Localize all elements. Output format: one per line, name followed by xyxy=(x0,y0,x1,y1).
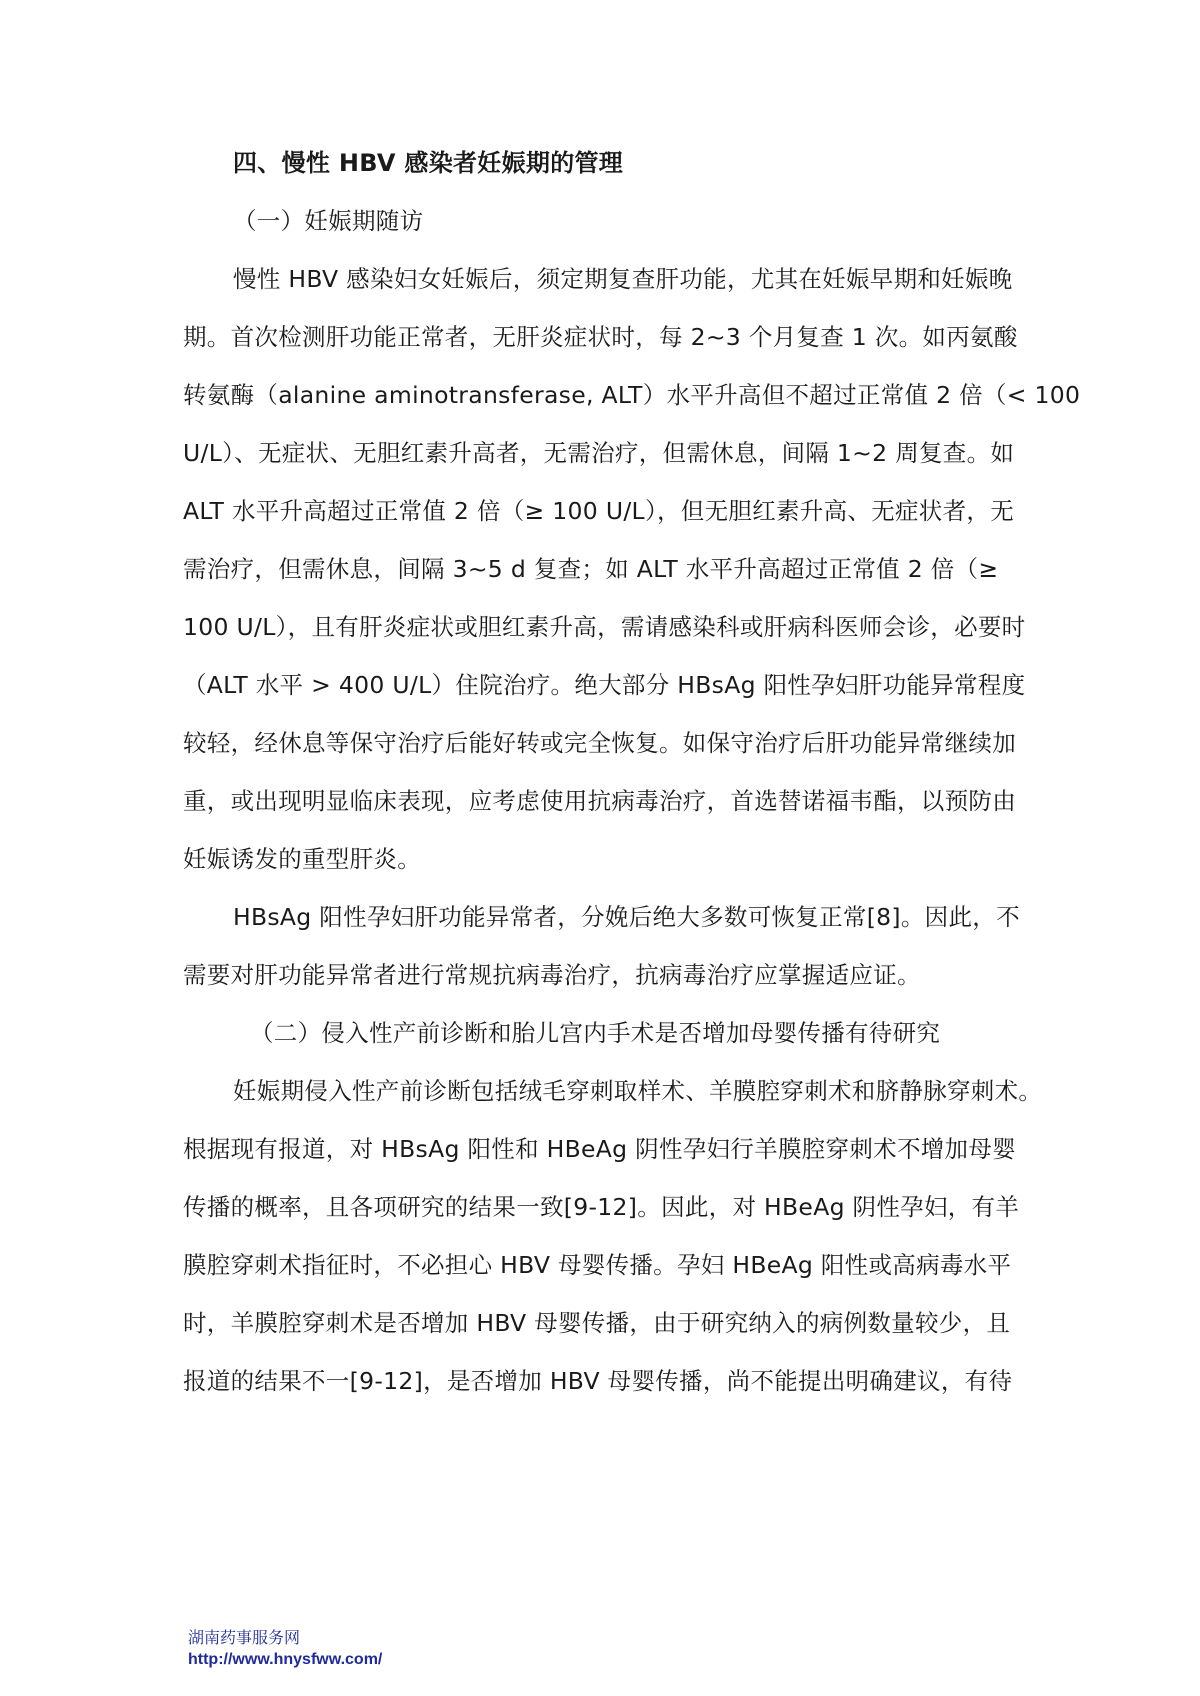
paragraph-3-line-4: 膜腔穿刺术指征时，不必担心 HBV 母婴传播。孕妇 HBeAg 阳性或高病毒水平 xyxy=(183,1251,1012,1279)
paragraph-3-line-6: 报道的结果不一[9-12]，是否增加 HBV 母婴传播，尚不能提出明确建议，有待 xyxy=(183,1367,1013,1395)
section-heading: 四、慢性 HBV 感染者妊娠期的管理 xyxy=(233,149,624,177)
paragraph-1-line-7: 100 U/L），且有肝炎症状或胆红素升高，需请感染科或肝病科医师会诊，必要时 xyxy=(183,613,1026,641)
paragraph-3-line-1: 妊娠期侵入性产前诊断包括绒毛穿刺取样术、羊膜腔穿刺术和脐静脉穿刺术。 xyxy=(233,1077,1043,1105)
paragraph-1-line-2: 期。首次检测肝功能正常者，无肝炎症状时，每 2~3 个月复查 1 次。如丙氨酸 xyxy=(183,323,1018,351)
paragraph-2-line-1: HBsAg 阳性孕妇肝功能异常者，分娩后绝大多数可恢复正常[8]。因此，不 xyxy=(233,903,1020,931)
footer-site-name: 湖南药事服务网 xyxy=(188,1628,301,1647)
paragraph-1-line-9: 较轻，经休息等保守治疗后能好转或完全恢复。如保守治疗后肝功能异常继续加 xyxy=(183,729,1016,757)
paragraph-1-line-10: 重，或出现明显临床表现，应考虑使用抗病毒治疗，首选替诺福韦酯，以预防由 xyxy=(183,787,1016,815)
subsection-title-2: （二）侵入性产前诊断和胎儿宫内手术是否增加母婴传播有待研究 xyxy=(250,1019,941,1047)
paragraph-2-line-2: 需要对肝功能异常者进行常规抗病毒治疗，抗病毒治疗应掌握适应证。 xyxy=(183,961,921,989)
paragraph-1-line-3: 转氨酶（alanine aminotransferase, ALT）水平升高但不超过正常值 2 倍（< 100 xyxy=(183,381,1081,409)
paragraph-1-line-1: 慢性 HBV 感染妇女妊娠后，须定期复查肝功能，尤其在妊娠早期和妊娠晚 xyxy=(233,265,1013,293)
subsection-title-1: （一）妊娠期随访 xyxy=(233,207,424,235)
paragraph-1-line-8: （ALT 水平 > 400 U/L）住院治疗。绝大部分 HBsAg 阳性孕妇肝功能异常程度 xyxy=(183,671,1026,699)
paragraph-1-line-4: U/L）、无症状、无胆红素升高者，无需治疗，但需休息，间隔 1~2 周复查。如 xyxy=(183,439,1015,467)
paragraph-1-line-5: ALT 水平升高超过正常值 2 倍（≥ 100 U/L），但无胆红素升高、无症状者，无 xyxy=(183,497,1014,525)
paragraph-3-line-3: 传播的概率，且各项研究的结果一致[9-12]。因此，对 HBeAg 阴性孕妇，有羊 xyxy=(183,1193,1020,1221)
paragraph-1-line-11: 妊娠诱发的重型肝炎。 xyxy=(183,845,421,873)
paragraph-3-line-2: 根据现有报道，对 HBsAg 阳性和 HBeAg 阴性孕妇行羊膜腔穿刺术不增加母婴 xyxy=(183,1135,1016,1163)
footer-url-link[interactable]: http://www.hnysfww.com/ xyxy=(188,1651,383,1668)
paragraph-3-line-5: 时，羊膜腔穿刺术是否增加 HBV 母婴传播，由于研究纳入的病例数量较少，且 xyxy=(183,1309,1011,1337)
paragraph-1-line-6: 需治疗，但需休息，间隔 3~5 d 复查；如 ALT 水平升高超过正常值 2 倍（≥ xyxy=(183,555,999,583)
